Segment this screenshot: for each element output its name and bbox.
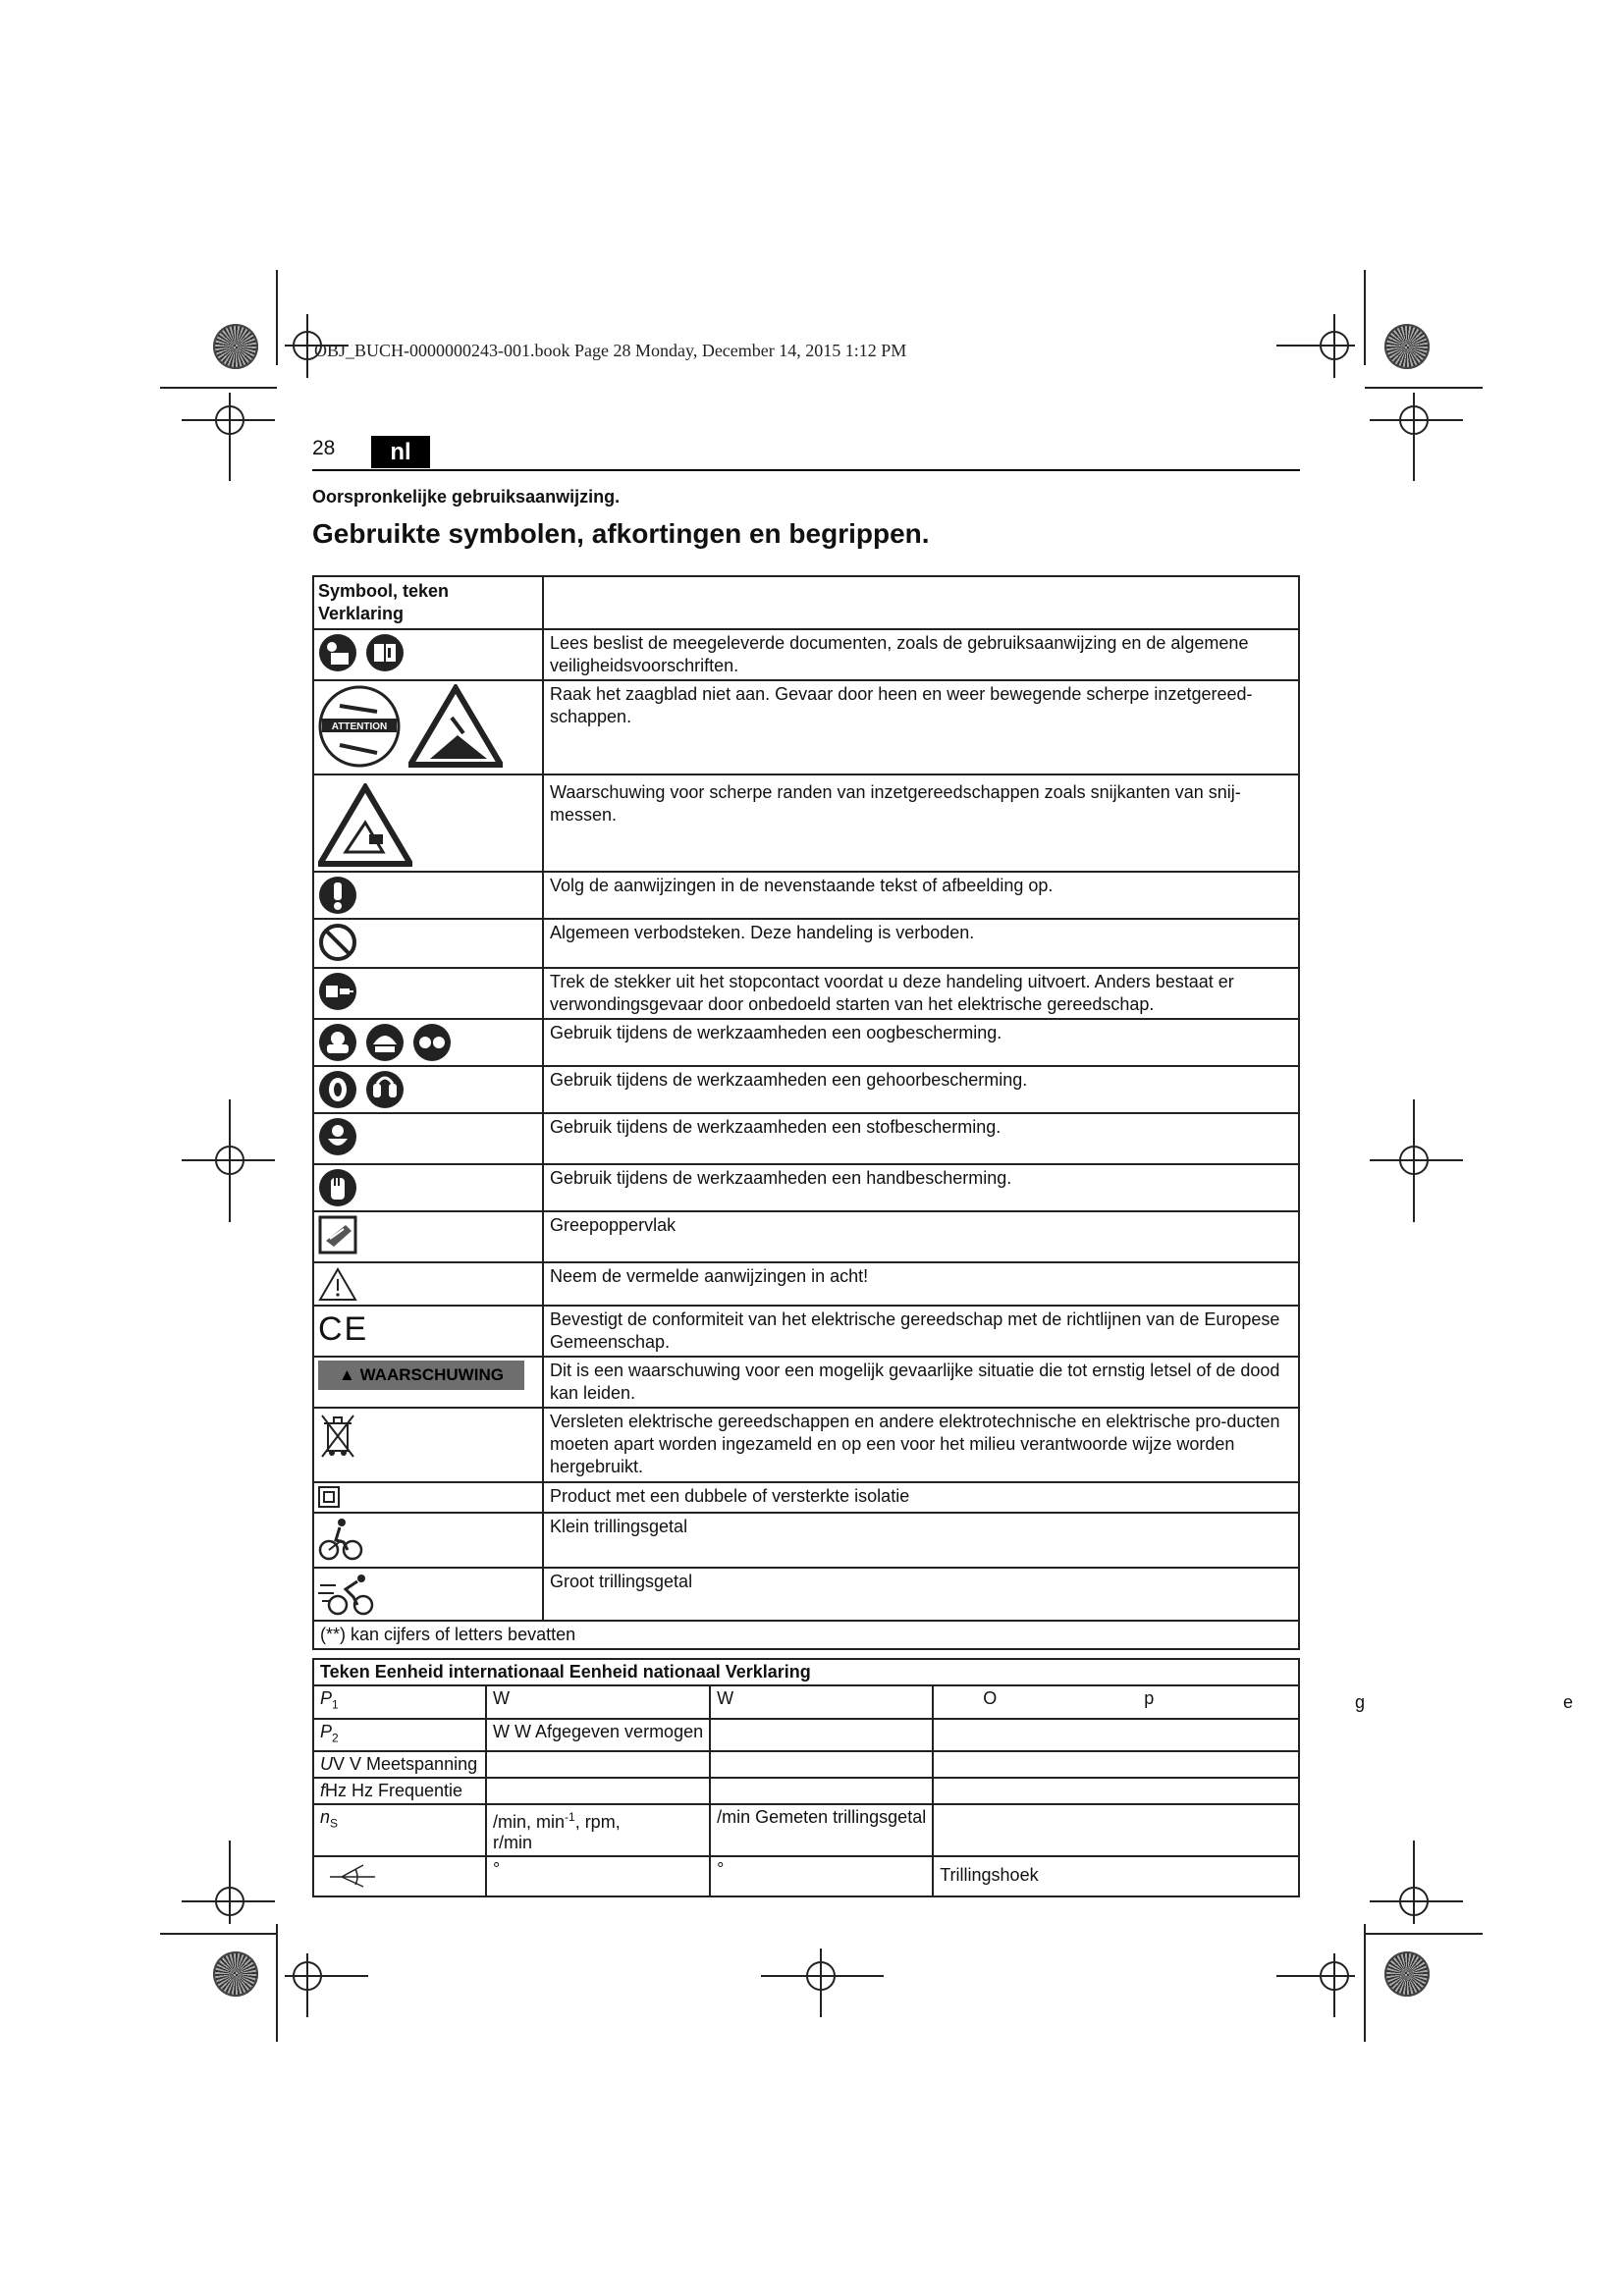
table-row	[313, 1211, 1299, 1262]
row-text: Lees beslist de meegeleverde documenten, zoals de gebruiksaanwijzing en de algemene veiligheidsvoorschriften.	[543, 629, 1299, 680]
read-manual-icon	[318, 633, 357, 672]
row-text: Gebruik tijdens de werkzaamheden een handbescherming.	[543, 1164, 1299, 1211]
dust-mask-icon	[318, 1117, 357, 1156]
angle-icon	[320, 1859, 379, 1889]
units-header: Teken Eenheid internationaal Eenheid nationaal Verklaring	[313, 1659, 1299, 1685]
unplug-icon	[318, 972, 357, 1011]
row-text: Gebruik tijdens de werkzaamheden een oogbescherming.	[543, 1019, 1299, 1066]
table-row	[313, 629, 1299, 680]
row-text: Trek de stekker uit het stopcontact voordat u deze handeling uitvoert. Anders bestaat er verwondingsgevaar door onbedoeld starten van het elektrische gereedschap.	[543, 968, 1299, 1019]
language-tag: nl	[371, 436, 430, 468]
safety-helmet-icon	[365, 1023, 405, 1062]
face-shield-icon	[318, 1023, 357, 1062]
svg-text:ATTENTION: ATTENTION	[331, 721, 388, 732]
glove-icon	[318, 1168, 357, 1207]
row-text: Greepoppervlak	[543, 1211, 1299, 1262]
warning-label-text: WAARSCHUWING	[359, 1365, 504, 1384]
row-text: Volg de aanwijzingen in de nevenstaande tekst of afbeelding op.	[543, 872, 1299, 919]
double-insulation-icon	[318, 1486, 340, 1508]
page-title: Gebruikte symbolen, afkortingen en begrippen.	[312, 518, 930, 549]
sign-subscript: 1	[332, 1697, 339, 1712]
unit-combined: Hz Hz Frequentie	[325, 1781, 463, 1801]
unit-intl: W W Afgegeven vermogen	[486, 1719, 710, 1752]
page-number: 28	[312, 437, 336, 459]
table-row	[313, 1262, 1299, 1306]
unit-combined: V V Meetspanning	[333, 1754, 478, 1775]
units-row	[313, 1856, 1299, 1896]
sharp-edges-warning-icon	[318, 783, 412, 868]
row-text: Gebruik tijdens de werkzaamheden een stofbescherming.	[543, 1113, 1299, 1164]
header-col2	[543, 576, 1299, 629]
units-header-row	[313, 1659, 1299, 1685]
table-header-row	[313, 576, 1299, 629]
sign-n: n	[320, 1807, 331, 1828]
header-col1: Symbool, teken Verklaring	[313, 576, 543, 629]
table-row	[313, 968, 1299, 1019]
ear-protection-icon	[318, 1070, 357, 1109]
sign-f: f	[320, 1781, 326, 1801]
row-text: Gebruik tijdens de werkzaamheden een gehoorbescherming.	[543, 1066, 1299, 1113]
unit-intl: °	[486, 1856, 710, 1896]
unit-intl-post: , rpm,	[574, 1812, 621, 1833]
subtitle: Oorspronkelijke gebruiksaanwijzing.	[312, 487, 621, 507]
prohibition-icon	[318, 923, 357, 962]
table-row	[313, 680, 1299, 774]
table-row	[313, 1066, 1299, 1113]
units-row	[313, 1778, 1299, 1804]
row-text: Dit is een waarschuwing voor een mogelijk gevaarlijke situatie die tot ernstig letsel of de dood kan leiden.	[543, 1357, 1299, 1408]
unit-intl-line2: r/min	[493, 1833, 532, 1853]
unit-nat: °	[710, 1856, 933, 1896]
blade-hazard-triangle-icon	[408, 684, 503, 769]
safety-goggles-icon	[412, 1023, 452, 1062]
unit-expl: O p	[933, 1685, 1299, 1719]
fast-cyclist-icon	[318, 1572, 377, 1617]
row-text: Bevestigt de conformiteit van het elektrische gereedschap met de richtlijnen van de Europese Gemeenschap.	[543, 1306, 1299, 1357]
stray-letter-e: e	[1563, 1692, 1574, 1712]
units-row	[313, 1719, 1299, 1752]
units-table	[312, 1658, 1300, 1897]
table-row	[313, 1568, 1299, 1621]
row-text: Raak het zaagblad niet aan. Gevaar door heen en weer bewegende scherpe inzetgereed-schappen.	[543, 680, 1299, 774]
sign-subscript: 2	[332, 1731, 339, 1745]
footnote: (**) kan cijfers of letters bevatten	[313, 1621, 1299, 1649]
slow-cyclist-icon	[318, 1517, 363, 1562]
unit-intl: W	[486, 1685, 710, 1719]
table-row	[313, 1164, 1299, 1211]
units-row	[313, 1685, 1299, 1719]
table-row	[313, 1513, 1299, 1568]
warning-triangle-icon: ▲	[339, 1365, 355, 1384]
unit-nat: W	[710, 1685, 933, 1719]
manual-book-icon	[365, 633, 405, 672]
caution-triangle-icon	[318, 1266, 357, 1302]
symbols-table	[312, 575, 1300, 1650]
sign-u: U	[320, 1754, 333, 1775]
table-row	[313, 872, 1299, 919]
weee-bin-icon	[318, 1412, 357, 1461]
row-text: Algemeen verbodsteken. Deze handeling is verboden.	[543, 919, 1299, 968]
table-row	[313, 1306, 1299, 1357]
unit-nat: /min Gemeten trillingsgetal	[710, 1804, 933, 1856]
table-row	[313, 774, 1299, 872]
row-text: Waarschuwing voor scherpe randen van inzetgereedschappen zoals snijkanten van snij-messen.	[543, 774, 1299, 872]
exclamation-icon	[318, 876, 357, 915]
row-text: Neem de vermelde aanwijzingen in acht!	[543, 1262, 1299, 1306]
attention-blade-icon	[318, 684, 401, 769]
ce-mark-icon: CE	[318, 1310, 369, 1348]
unit-intl-pre: /min, min	[493, 1812, 566, 1833]
row-text: Klein trillingsgetal	[543, 1513, 1299, 1568]
header-rule	[312, 469, 1300, 471]
grip-surface-icon	[318, 1215, 357, 1255]
sign-subscript: S	[330, 1816, 339, 1831]
row-text: Versleten elektrische gereedschappen en andere elektrotechnische en elektrische pro-ducten moeten apart worden ingezameld en op een voor het milieu verantwoorde wijze worden hergebruikt.	[543, 1408, 1299, 1482]
units-row	[313, 1804, 1299, 1856]
table-row	[313, 1408, 1299, 1482]
unit-intl-sup: -1	[565, 1810, 575, 1825]
sign-p: P	[320, 1688, 333, 1708]
table-footnote-row	[313, 1621, 1299, 1649]
ear-muffs-icon	[365, 1070, 405, 1109]
table-row	[313, 1482, 1299, 1513]
units-row	[313, 1751, 1299, 1778]
table-row	[313, 919, 1299, 968]
table-row	[313, 1357, 1299, 1408]
table-row	[313, 1113, 1299, 1164]
warning-label-icon	[318, 1361, 524, 1390]
sign-p: P	[320, 1721, 333, 1741]
unit-expl: Trillingshoek	[933, 1856, 1299, 1896]
row-text: Product met een dubbele of versterkte isolatie	[543, 1482, 1299, 1513]
row-text: Groot trillingsgetal	[543, 1568, 1299, 1621]
stray-letter-g: g	[1355, 1692, 1366, 1712]
print-header: OBJ_BUCH-0000000243-001.book Page 28 Monday, December 14, 2015 1:12 PM	[314, 341, 907, 360]
table-row	[313, 1019, 1299, 1066]
